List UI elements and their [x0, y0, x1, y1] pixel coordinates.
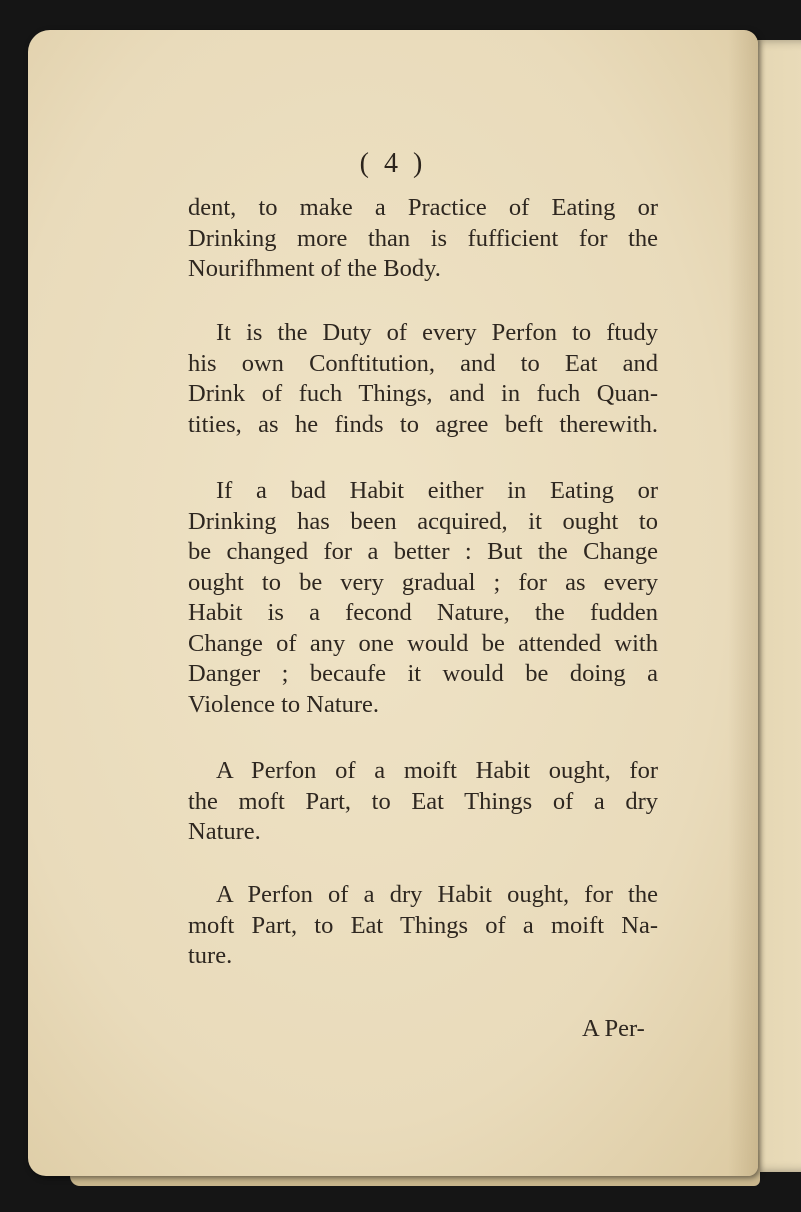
text-line: Nourifhment of the Body. — [188, 255, 441, 282]
text-line: ture. — [188, 942, 233, 969]
text-line: Danger ; becaufe it would be doing a — [188, 660, 658, 687]
text-line: Nature. — [188, 818, 261, 845]
catchword: A Per- — [582, 1015, 645, 1042]
text-line: his own Conftitution, and to Eat and — [188, 349, 658, 377]
paragraph-3 — [188, 476, 658, 720]
text-line: Drinking has been acquired, it ought to — [188, 507, 658, 535]
text-line: be changed for a better : But the Change — [188, 538, 658, 565]
text-line: Change of any one would be attended with — [188, 629, 658, 657]
text-line: dent, to make a Practice of Eating or — [188, 194, 658, 221]
text-line: ought to be very gradual ; for as every — [188, 568, 658, 596]
text-line: If a bad Habit either in Eating or — [216, 477, 658, 504]
paragraph-4 — [188, 756, 658, 848]
text-line: A Perfon of a moift Habit ought, for — [216, 757, 658, 784]
text-line: Drink of fuch Things, and in fuch Quan- — [188, 380, 658, 407]
text-line: Habit is a fecond Nature, the fudden — [188, 599, 658, 626]
text-line: Drinking more than is fufficient for the — [188, 224, 658, 252]
text-line: It is the Duty of every Perfon to ftudy — [216, 319, 658, 346]
book-page — [28, 30, 758, 1176]
paragraph-5 — [188, 880, 658, 972]
text-line: tities, as he finds to agree beft therewith. — [188, 410, 658, 438]
text-line: A Perfon of a dry Habit ought, for the — [216, 881, 658, 908]
page-number: ( 4 ) — [359, 148, 427, 179]
paragraph-1 — [188, 193, 658, 285]
text-line: the moft Part, to Eat Things of a dry — [188, 787, 658, 815]
text-line: Violence to Nature. — [188, 690, 380, 718]
text-line: moft Part, to Eat Things of a moift Na- — [188, 911, 658, 939]
paragraph-2 — [188, 318, 658, 440]
